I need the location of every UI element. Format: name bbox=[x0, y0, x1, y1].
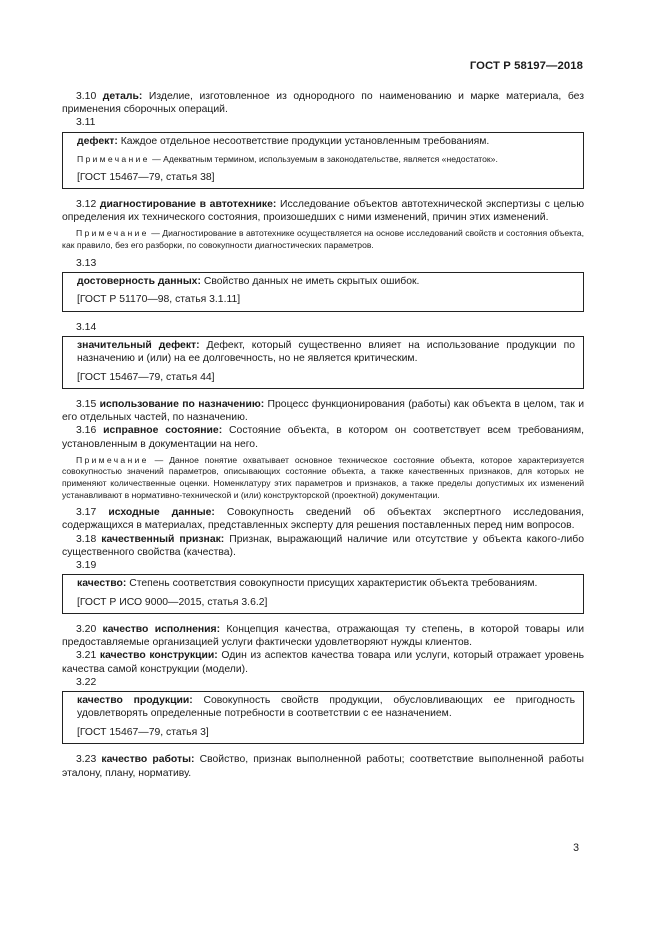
definition: Дефект, который существенно влияет на использование продукции по назначению и (или) на ее долговечность, но не является критическим. bbox=[77, 339, 575, 365]
boxed-entry-3-14 bbox=[62, 336, 584, 389]
definition: Признак, выражающий наличие или отсутствие у объекта какого-либо существенного свойства (качества). bbox=[62, 533, 585, 558]
note-3-16: Примечание — Данное понятие охватывает основное техническое состояние объекта, которое характеризуется совокупностью значений параметров, описывающих состояние объекта, а также качественных признаков, для которых не применяют количественные оценки. Номенклатуру этих параметров и признаков, а также пределы допустимых их изменений устанавливают в нормативно-технической и (или) конструкторской (проектной) документации. bbox=[62, 454, 584, 500]
definition: Концепция качества, отражающая ту степень, в которой товары или предоставляемые организацией услуги фактически удовлетворяют нужды клиентов. bbox=[62, 624, 584, 649]
entry-number-3-14: 3.14 bbox=[76, 321, 97, 333]
definition: Свойство данных не иметь скрытых ошибок. bbox=[200, 275, 420, 287]
definition: Каждое отдельное несоответствие продукции установленным требованиям. bbox=[117, 135, 490, 147]
boxed-entry-3-22 bbox=[62, 691, 584, 744]
term: качество исполнения: bbox=[102, 624, 221, 636]
page-number: 3 bbox=[573, 842, 579, 854]
definition: Совокупность свойств продукции, обусловливающих ее пригодность удовлетворять определенные потребности в соответствии с ее назначением. bbox=[77, 695, 576, 720]
entry-3-16: 3.16 исправное состояние: Состояние объекта, в котором он соответствует всем требованиям, установленным в документации на него. bbox=[62, 425, 585, 450]
source-reference: [ГОСТ Р 51170—98, статья 3.1.11] bbox=[77, 294, 241, 306]
term: деталь: bbox=[102, 91, 143, 102]
definition: Исследование объектов автотехнической экспертизы с целью определения их технического состояния, произошедших с ними изменений, причин этих изменений. bbox=[62, 199, 584, 224]
boxed-entry-3-19 bbox=[62, 574, 584, 614]
term: использование по назначению: bbox=[99, 399, 265, 411]
source-reference: [ГОСТ 15467—79, статья 38] bbox=[77, 171, 215, 183]
entry-number-3-22: 3.22 bbox=[76, 676, 97, 688]
entry-3-21: 3.21 качество конструкции: Один из аспектов качества товара или услуги, который отражает уровень качества самой конструкции (модели). bbox=[62, 650, 584, 675]
entry-3-15: 3.15 использование по назначению: Процесс функционирования (работы) как объекта в целом, так и его отдельных частей, по назначению. bbox=[62, 399, 584, 424]
entry-number-3-13: 3.13 bbox=[76, 257, 97, 269]
document-header: ГОСТ Р 58197—2018 bbox=[469, 60, 583, 72]
term: качество продукции: bbox=[77, 695, 193, 707]
term: качество конструкции: bbox=[99, 650, 218, 662]
boxed-entry-3-13 bbox=[62, 272, 584, 312]
term: качество работы: bbox=[101, 754, 195, 766]
term: дефект: bbox=[77, 135, 118, 147]
source-reference: [ГОСТ 15467—79, статья 44] bbox=[77, 371, 215, 383]
term: качество: bbox=[77, 578, 127, 590]
definition: Совокупность сведений об объектах экспертного исследования, содержащихся в материалах, представленных эксперту для решения поставленных перед ним вопросов. bbox=[62, 507, 584, 532]
entry-3-10: 3.10 деталь: Изделие, изготовленное из однородного по наименованию и марке материала, без применения сборочных операций. bbox=[62, 91, 584, 116]
definition: Один из аспектов качества товара или услуги, который отражает уровень качества самой конструкции (модели). bbox=[62, 650, 584, 675]
note-3-12: Примечание — Диагностирование в автотехнике осуществляется на основе исследований свойств и состояния объекта, как правило, без его разборки, по совокупности диагностических параметров. bbox=[62, 228, 584, 251]
boxed-entry-3-11 bbox=[62, 132, 584, 189]
definition: Состояние объекта, в котором он соответствует всем требованиям, установленным в документации на него. bbox=[62, 425, 585, 450]
definition: Процесс функционирования (работы) как объекта в целом, так и его отдельных частей, по назначению. bbox=[62, 399, 584, 424]
entry-3-20: 3.20 качество исполнения: Концепция качества, отражающая ту степень, в которой товары или предоставляемые организацией услуги фактически удовлетворяют нужды клиентов. bbox=[62, 624, 584, 649]
note: Примечание — Адекватным термином, используемым в законодательстве, является «недостаток». bbox=[77, 154, 498, 165]
source-reference: [ГОСТ 15467—79, статья 3] bbox=[77, 726, 209, 738]
definition: Степень соответствия совокупности присущих характеристик объекта требованиям. bbox=[126, 578, 538, 590]
definition: Свойство, признак выполненной работы; соответствие выполненной работы эталону, плану, нормативу. bbox=[62, 754, 585, 779]
entry-number-3-19: 3.19 bbox=[76, 560, 97, 572]
term: значительный дефект: bbox=[77, 339, 200, 351]
term: исходные данные: bbox=[108, 507, 215, 519]
entry-3-18: 3.18 качественный признак: Признак, выражающий наличие или отсутствие у объекта какого-либо существенного свойства (качества). bbox=[62, 533, 585, 558]
definition: Изделие, изготовленное из однородного по наименованию и марке материала, без применения сборочных операций. bbox=[62, 91, 584, 116]
source-reference: [ГОСТ Р ИСО 9000—2015, статья 3.6.2] bbox=[77, 596, 268, 608]
term: диагностирование в автотехнике: bbox=[99, 199, 277, 211]
term: качественный признак: bbox=[101, 533, 225, 545]
entry-number-3-11: 3.11 bbox=[76, 117, 96, 129]
entry-3-12: 3.12 диагностирование в автотехнике: Исследование объектов автотехнической экспертизы с целью определения их технического состояния, произошедших с ними изменений, причин этих изменений. bbox=[62, 199, 584, 224]
entry-3-23: 3.23 качество работы: Свойство, признак выполненной работы; соответствие выполненной работы эталону, плану, нормативу. bbox=[62, 754, 585, 779]
entry-3-17: 3.17 исходные данные: Совокупность сведений об объектах экспертного исследования, содержащихся в материалах, представленных эксперту для решения поставленных перед ним вопросов. bbox=[62, 507, 584, 532]
term: достоверность данных: bbox=[77, 275, 201, 287]
document-body bbox=[62, 90, 584, 780]
term: исправное состояние: bbox=[103, 425, 223, 437]
